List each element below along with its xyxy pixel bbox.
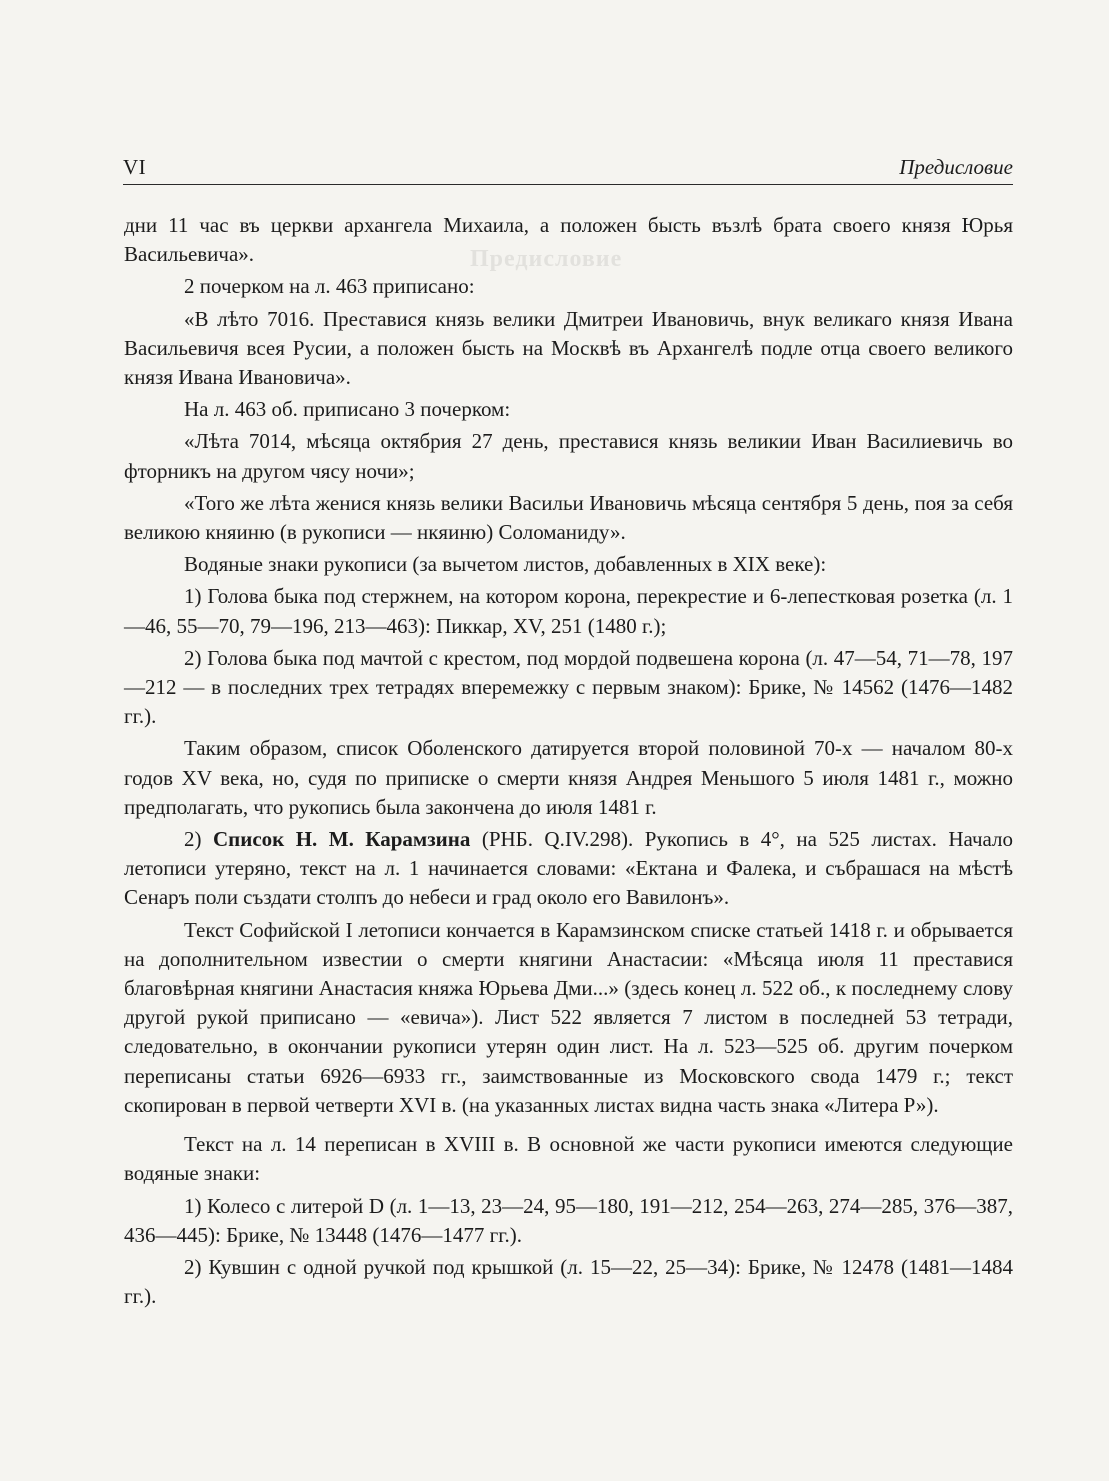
- quote-7016: «В лѣто 7016. Преставися князь велики Дмитреи Ивановичь, внук великаго князя Ивана Васильевичя всея Русии, а положен бысть на Москвѣ въ Архангелѣ подле отца своего великого князя Ивана Ивановича».: [124, 306, 1013, 390]
- page-number: VI: [123, 155, 147, 179]
- paragraph-hand-3: На л. 463 об. приписано 3 почерком:: [184, 397, 511, 422]
- watermark-item-1: 1) Голова быка под стержнем, на котором корона, перекрестие и 6-лепестковая розетка (л. 1—46, 55—70, 79—196, 213—463): Пиккар, XV, 251 (1480 г.);: [124, 584, 1013, 638]
- watermarks-intro: Водяные знаки рукописи (за вычетом листов, добавленных в XIX веке):: [184, 552, 827, 577]
- watermarks-karamzin-intro: Текст на л. 14 переписан в XVIII в. В основной же части рукописи имеются следующие водяные знаки:: [124, 1132, 1013, 1186]
- watermark-wheel: 1) Колесо с литерой D (л. 1—13, 23—24, 95—180, 191—212, 254—263, 274—285, 376—387, 436—445): Брике, № 13448 (1476—1477 гг.).: [124, 1193, 1013, 1247]
- main-text: [124, 211, 1013, 1311]
- paragraph-hand-2: 2 почерком на л. 463 приписано:: [184, 274, 475, 299]
- karamzin-title: Список Н. М. Карамзина: [212, 827, 471, 852]
- dating-conclusion: Таким образом, список Оболенского датируется второй половиной 70-х — началом 80-х годов XV века, но, судя по приписке о смерти князя Андрея Меньшого 5 июля 1481 г., можно предполагать, что рукопись была закончена до июля 1481 г.: [124, 736, 1013, 819]
- sofia-text-ending: Текст Софийской I летописи кончается в Карамзинском списке статьей 1418 г. и обрывается на дополнительном известии о смерти княгини Анастасии: «Мѣсяца июля 11 преставися благовѣрная княгини Анастасия княжа Юрьева Дми...» (здесь конец л. 522 об., к последнему слову другой рукой приписано — «евича»). Лист 522 является 7 листом в последней 53 тетради, следовательно, в окончании рукописи утерян один лист. На л. 523—525 об. другим почерком переписаны статьи 6926—6933 гг., заимствованные из Московского свода 1479 г.; текст скопирован в первой четверти XVI в. (на указанных листах видна часть знака «Литера Р»).: [124, 917, 1013, 1117]
- karamzin-description: (РНБ. Q.IV.298). Рукопись в 4°, на 525 листах. Начало летописи утеряно, текст на л. 1 начинается словами: «Ектана и Фалека, и събрашася на мѣстѣ Сенаръ поли създати столпъ до небеси и град около его Вавилонъ».: [124, 827, 1014, 910]
- bleed-through-title: Предисловие: [470, 246, 623, 272]
- watermark-jug: 2) Кувшин с одной ручкой под крышкой (л. 15—22, 25—34): Брике, № 12478 (1481—1484 гг.).: [124, 1254, 1013, 1309]
- watermark-item-2: 2) Голова быка под мачтой с крестом, под мордой подвешена корона (л. 47—54, 71—78, 197—212 — в последних трех тетрадях вперемежку с первым знаком): Брике, № 14562 (1476—1482 гг.).: [124, 645, 1013, 729]
- page-header: [123, 150, 1013, 185]
- paragraph-continuation: дни 11 час въ церкви архангела Михаила, а положен бысть възлѣ брата своего князя Юрья Васильевича».: [124, 213, 1013, 267]
- running-title: Предисловие: [899, 155, 1013, 179]
- karamzin-number: 2): [184, 827, 202, 852]
- karamzin-list-paragraph: [124, 825, 1013, 913]
- quote-7014: «Лѣта 7014, мѣсяца октябрия 27 день, преставися князь великии Иван Василиевичь во фторникъ на другом чясу ночи»;: [124, 429, 1013, 483]
- quote-vasily-wedding: «Того же лѣта женися князь велики Васильи Ивановичь мѣсяца сентября 5 день, поя за себя великою княиню (в рукописи — нкяиню) Соломаниду».: [124, 490, 1013, 545]
